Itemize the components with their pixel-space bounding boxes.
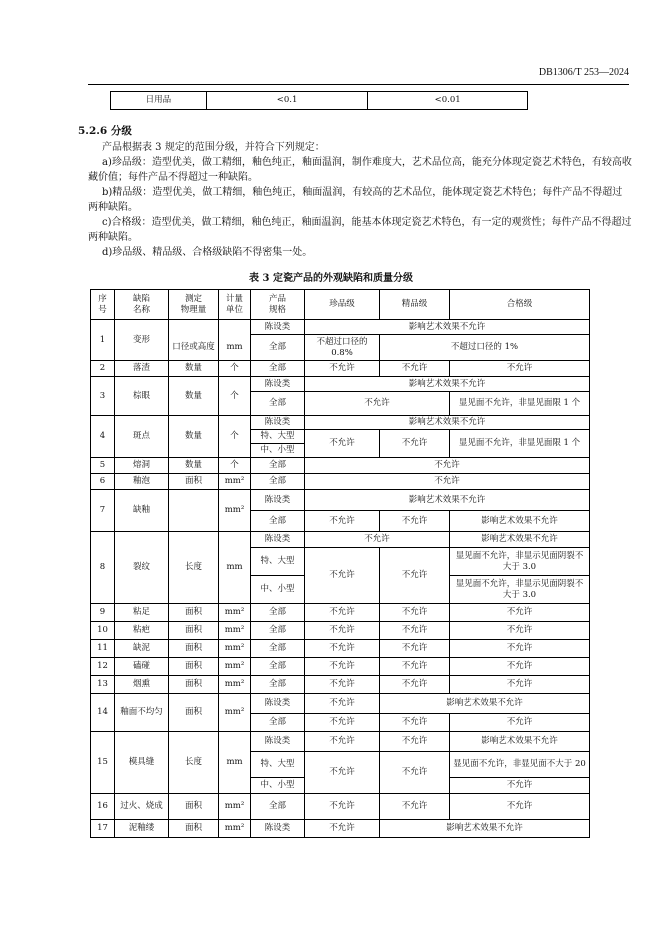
table-row [91, 794, 590, 820]
cell: 口径或高度 [169, 335, 219, 361]
cell: 影响艺术效果不允许 [450, 532, 590, 548]
cell: 不允许 [450, 714, 590, 732]
cell: 不允许 [305, 430, 380, 458]
cell: 数量 [169, 361, 219, 377]
cell: 不允许 [380, 794, 450, 820]
cell: 12 [91, 658, 115, 676]
section-title: 5.2.6 分级 [78, 125, 132, 137]
cell: 特、大型 [251, 548, 305, 576]
document-number: DB1306/T 253—2024 [538, 67, 629, 78]
table-row [91, 732, 590, 752]
cell: 不允许 [380, 604, 450, 622]
cell: mm² [219, 658, 251, 676]
cell: 全部 [251, 458, 305, 474]
cell: 4 [91, 416, 115, 458]
table-row [91, 377, 590, 392]
cell: mm [219, 732, 251, 794]
cell: 7 [91, 490, 115, 532]
table-row [91, 416, 590, 430]
cell: <0.1 [206, 92, 368, 110]
header-rule [88, 84, 629, 85]
table-row [91, 640, 590, 658]
cell: 不允许 [380, 676, 450, 694]
cell: 不允许 [380, 640, 450, 658]
cell: 烟熏 [115, 676, 169, 694]
cell: 不允许 [450, 622, 590, 640]
cell: 个 [219, 377, 251, 416]
cell: mm² [219, 794, 251, 820]
cell: 影响艺术效果不允许 [305, 320, 590, 335]
cell: 特、大型 [251, 752, 305, 778]
cell: 面积 [169, 658, 219, 676]
cell [169, 490, 219, 532]
table-row [91, 676, 590, 694]
cell: 6 [91, 474, 115, 490]
cell: 3 [91, 377, 115, 416]
cell: 13 [91, 676, 115, 694]
table-row [91, 694, 590, 714]
table-row [91, 320, 590, 335]
cell: mm² [219, 676, 251, 694]
cell: 不允许 [450, 794, 590, 820]
cell: 全部 [251, 794, 305, 820]
cell: mm² [219, 640, 251, 658]
cell: 8 [91, 532, 115, 604]
cell: 影响艺术效果不允许 [305, 490, 590, 511]
cell: 不允许 [305, 548, 380, 604]
cell: <0.01 [368, 92, 528, 110]
cell: 不允许 [305, 794, 380, 820]
cell: 全部 [251, 604, 305, 622]
defect-table [90, 289, 590, 838]
cell: 不允许 [305, 694, 380, 714]
cell: 不允许 [450, 676, 590, 694]
cell: 泥釉缕 [115, 820, 169, 838]
cell: mm² [219, 820, 251, 838]
cell: mm² [219, 490, 251, 532]
cell: 1 [91, 320, 115, 361]
cell: 10 [91, 622, 115, 640]
cell: 面积 [169, 820, 219, 838]
cell: 影响艺术效果不允许 [380, 820, 590, 838]
cell: 不超过口径的 1% [380, 335, 590, 361]
cell: 釉泡 [115, 474, 169, 490]
cell: 不允许 [305, 752, 380, 794]
cell: 不允许 [305, 820, 380, 838]
cell: 中、小型 [251, 778, 305, 794]
cell: 显见面不允许，非显示见面阴裂不大于 3.0 [450, 548, 590, 576]
cell: 不允许 [380, 548, 450, 604]
header-row [91, 290, 590, 320]
cell: 不允许 [305, 474, 590, 490]
cell: 模具缝 [115, 732, 169, 794]
cell: mm² [219, 694, 251, 732]
header-measure: 测定 物理量 [169, 290, 219, 320]
cell: 落渣 [115, 361, 169, 377]
cell: 影响艺术效果不允许 [380, 694, 590, 714]
cell: mm [219, 532, 251, 604]
cell: 陈设类 [251, 490, 305, 511]
cell: 熔洞 [115, 458, 169, 474]
cell: 个 [219, 361, 251, 377]
cell: 不允许 [380, 732, 450, 752]
cell: 陈设类 [251, 732, 305, 752]
table-row [91, 658, 590, 676]
cell: 影响艺术效果不允许 [450, 732, 590, 752]
cell: 数量 [169, 416, 219, 458]
cell: 不允许 [305, 532, 450, 548]
cell: 日用品 [111, 92, 207, 110]
paragraph: a)珍品级：造型优美，做工精细，釉色纯正，釉面温润，制作难度大，艺术品位高，能充分体现定瓷艺术特色，有较高收藏价值；每件产品不得超过一种缺陷。 [88, 157, 632, 183]
cell: 陈设类 [251, 416, 305, 430]
cell: mm² [219, 622, 251, 640]
cell: 面积 [169, 676, 219, 694]
cell: 陈设类 [251, 820, 305, 838]
cell: 面积 [169, 794, 219, 820]
cell: 不允许 [450, 640, 590, 658]
cell: 显见面不允许，非显见面限 1 个 [450, 430, 590, 458]
cell: 9 [91, 604, 115, 622]
cell: 影响艺术效果不允许 [305, 416, 590, 430]
cell: 全部 [251, 474, 305, 490]
cell: 中、小型 [251, 444, 305, 458]
cell: 陈设类 [251, 320, 305, 335]
cell: 不允许 [380, 752, 450, 794]
cell: 不允许 [305, 714, 380, 732]
cell: 釉面不均匀 [115, 694, 169, 732]
cell: 数量 [169, 458, 219, 474]
cell: 不允许 [305, 604, 380, 622]
cell: 面积 [169, 622, 219, 640]
cell: 15 [91, 732, 115, 794]
cell: 不允许 [305, 732, 380, 752]
table-row [91, 361, 590, 377]
cell: 磕碰 [115, 658, 169, 676]
cell: 全部 [251, 511, 305, 532]
cell: 显见面不允许，非显见面不大于 20 [450, 752, 590, 778]
cell: 个 [219, 416, 251, 458]
cell: 变形 [115, 320, 169, 361]
cell: 数量 [169, 377, 219, 416]
cell: 不允许 [450, 658, 590, 676]
cell: 裂纹 [115, 532, 169, 604]
cell: 不允许 [305, 361, 380, 377]
cell: 特、大型 [251, 430, 305, 444]
cell: 不允许 [305, 640, 380, 658]
paragraph: d)珍品级、精品级、合格级缺陷不得密集一处。 [102, 247, 313, 258]
table-row [111, 92, 528, 110]
header-spec: 产品 规格 [251, 290, 305, 320]
cell: 全部 [251, 392, 305, 416]
cell: 面积 [169, 694, 219, 732]
paragraph: c)合格级：造型优美，做工精细，釉色纯正，釉面温润，能基本体现定瓷艺术特色，有一定的观赏性；每件产品不得超过两种缺陷。 [88, 217, 632, 243]
cell: 不超过口径的 0.8% [305, 335, 380, 361]
cell: 2 [91, 361, 115, 377]
cell: 不允许 [380, 658, 450, 676]
table-row [91, 604, 590, 622]
cell: 长度 [169, 532, 219, 604]
header-rare: 珍品级 [305, 290, 380, 320]
cell: 显见面不允许，非显示见面阴裂不大于 3.0 [450, 576, 590, 604]
cell: 粘疤 [115, 622, 169, 640]
cell: mm² [219, 474, 251, 490]
cell: 不允许 [450, 604, 590, 622]
header-no: 序 号 [91, 290, 115, 320]
cell: 面积 [169, 640, 219, 658]
cell: mm² [219, 604, 251, 622]
cell: 缺釉 [115, 490, 169, 532]
cell: 缺泥 [115, 640, 169, 658]
cell: 全部 [251, 714, 305, 732]
cell: 粘足 [115, 604, 169, 622]
cell: 11 [91, 640, 115, 658]
cell: 全部 [251, 658, 305, 676]
cell: 不允许 [380, 361, 450, 377]
table-caption: 表 3 定瓷产品的外观缺陷和质量分级 [249, 273, 413, 284]
header-fine: 精品级 [380, 290, 450, 320]
paragraph: b)精品级：造型优美，做工精细，釉色纯正，釉面温润，有较高的艺术品位，能体现定瓷艺术特色；每件产品不得超过两种缺陷。 [88, 187, 623, 213]
header-unit: 计量 单位 [219, 290, 251, 320]
cell: 过火、烧成 [115, 794, 169, 820]
cell: 显见面不允许，非显见面限 1 个 [450, 392, 590, 416]
cell: 不允许 [380, 430, 450, 458]
cell: 个 [219, 458, 251, 474]
continued-table [110, 91, 528, 110]
cell: 面积 [169, 474, 219, 490]
table-row [91, 458, 590, 474]
table-row [91, 820, 590, 838]
cell: 全部 [251, 640, 305, 658]
cell: 全部 [251, 361, 305, 377]
table-row [91, 622, 590, 640]
cell: mm [219, 335, 251, 361]
cell [219, 320, 251, 335]
cell: 全部 [251, 676, 305, 694]
cell: 全部 [251, 622, 305, 640]
cell: 全部 [251, 335, 305, 361]
cell: 不允许 [305, 392, 450, 416]
cell: 不允许 [305, 511, 380, 532]
cell: 陈设类 [251, 532, 305, 548]
table-row [91, 474, 590, 490]
body-text [88, 140, 632, 260]
header-pass: 合格级 [450, 290, 590, 320]
cell: 不允许 [380, 622, 450, 640]
cell: 14 [91, 694, 115, 732]
cell: 不允许 [380, 511, 450, 532]
cell [169, 320, 219, 335]
cell: 陈设类 [251, 694, 305, 714]
cell: 不允许 [305, 658, 380, 676]
cell: 斑点 [115, 416, 169, 458]
header-name: 缺陷 名称 [115, 290, 169, 320]
cell: 影响艺术效果不允许 [305, 377, 590, 392]
cell: 长度 [169, 732, 219, 794]
cell: 不允许 [305, 622, 380, 640]
cell: 5 [91, 458, 115, 474]
cell: 不允许 [450, 778, 590, 794]
cell: 棕眼 [115, 377, 169, 416]
cell: 不允许 [380, 714, 450, 732]
cell: 影响艺术效果不允许 [450, 511, 590, 532]
table-row [91, 490, 590, 511]
cell: 16 [91, 794, 115, 820]
cell: 面积 [169, 604, 219, 622]
cell: 不允许 [305, 458, 590, 474]
cell: 中、小型 [251, 576, 305, 604]
cell: 17 [91, 820, 115, 838]
table-row [91, 532, 590, 548]
cell: 陈设类 [251, 377, 305, 392]
cell: 不允许 [450, 361, 590, 377]
paragraph: 产品根据表 3 规定的范围分级，并符合下列规定： [102, 142, 325, 153]
cell: 不允许 [305, 676, 380, 694]
